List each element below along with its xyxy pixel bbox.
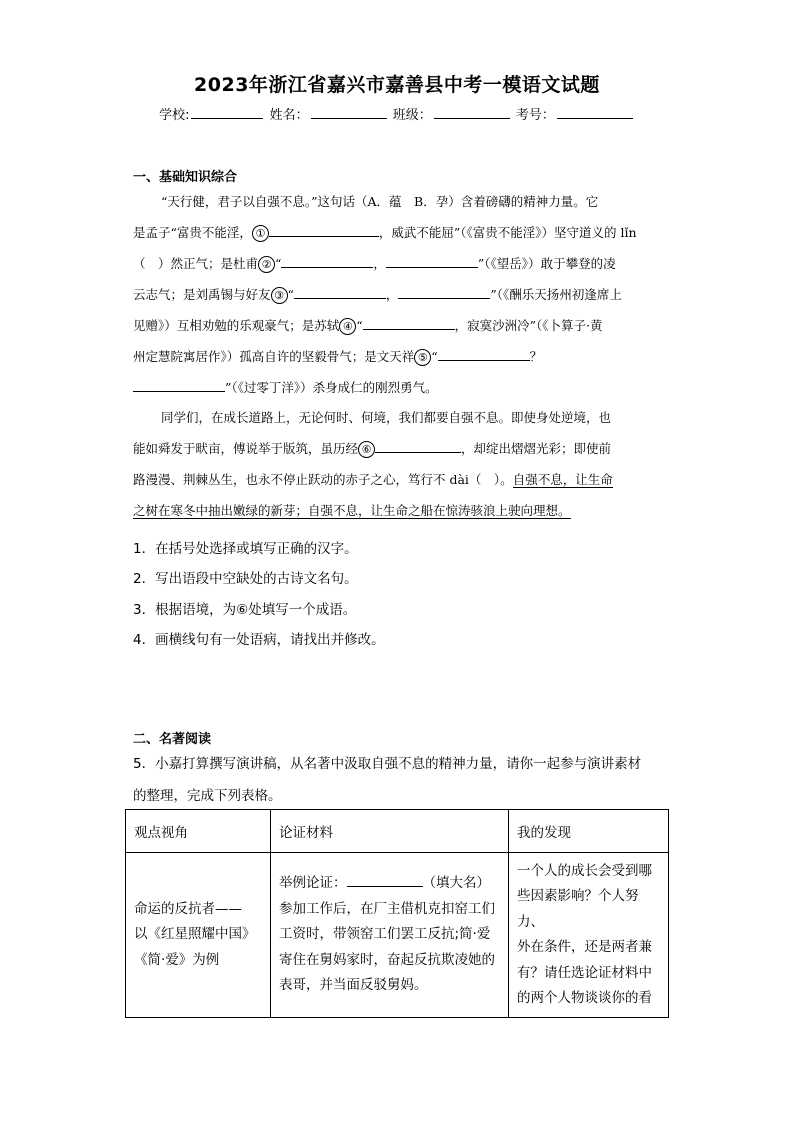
answer-blank-4[interactable] (363, 315, 455, 330)
answer-blank-5b[interactable] (133, 377, 225, 392)
blank-number-3: ③ (271, 287, 288, 304)
section-heading-2: 二、名著阅读 (133, 732, 212, 747)
student-info-line (0, 104, 794, 123)
material-line5: 表哥，并当面反驳舅妈。 (279, 977, 428, 994)
school-label: 学校: (159, 108, 190, 123)
answer-blank-3b[interactable] (398, 284, 490, 299)
p1-line1: “天行健，君子以自强不息。”这句话（A．蕴 B．孕）含着磅礴的精神力量。它 (161, 194, 599, 209)
comma: ， (373, 256, 386, 271)
table-cell-material (271, 853, 509, 1018)
table-header-row (126, 810, 669, 853)
answer-blank-1[interactable] (269, 222, 379, 237)
question-5-line1: 5．小嘉打算撰写演讲稿，从名著中汲取自强不息的精神力量，请你一起参与演讲素材 (133, 756, 642, 772)
blank-number-6: ⑥ (358, 441, 375, 458)
finding-line3: 外在条件，还是两者兼 (517, 939, 652, 955)
finding-line5: 的两个人物谈谈你的看 (517, 990, 652, 1006)
blank-number-2: ② (258, 256, 275, 273)
table-cell-finding (509, 853, 669, 1018)
material-line3: 工资时，带领窑工们罢工反抗;简·爱 (279, 926, 491, 943)
class-label: 班级： (392, 108, 432, 123)
quote-open: “ (431, 349, 438, 364)
answer-blank-6[interactable] (375, 438, 461, 453)
blank-number-5: ⑤ (414, 349, 431, 366)
answer-blank-2b[interactable] (386, 253, 478, 268)
p1-line6a: 州定慧院寓居作》）孤高自许的坚毅骨气；是文天祥 (133, 349, 415, 364)
name-answer-blank[interactable] (347, 872, 423, 887)
p1-line5a: 见赠》）互相劝勉的乐观豪气；是苏轼 (133, 318, 340, 333)
question-5-line2: 的整理，完成下列表格。 (133, 788, 282, 804)
passage-paragraph-2 (133, 402, 663, 526)
table-header-perspective: 观点视角 (126, 810, 271, 853)
name-blank[interactable] (311, 106, 387, 119)
question-3: 3．根据语境，为⑥处填写一个成语。 (133, 602, 357, 618)
p1-line2a: 是孟子“富贵不能淫， (133, 225, 252, 240)
section-heading-1: 一、基础知识综合 (133, 170, 238, 185)
quote-open: “ (287, 287, 294, 302)
p1-line2b: ，威武不能屈”（《富贵不能淫》）坚守道义的 lǐn (378, 225, 637, 240)
quote-open: “ (356, 318, 363, 333)
table-row (126, 853, 669, 1018)
question-1: 1．在括号处选择或填写正确的汉字。 (133, 541, 358, 557)
quote-open: “ (275, 256, 282, 271)
exam-no-label: 考号： (515, 108, 555, 123)
finding-line2: 些因素影响？个人努力、 (517, 888, 639, 930)
question-mark: ？ (529, 349, 543, 364)
material-line1b: （填大名） (422, 875, 490, 892)
perspective-line1: 命运的反抗者—— (134, 900, 242, 917)
material-line2: 参加工作后，在厂主借机克扣窑工们 (279, 900, 495, 917)
perspective-line3: 《简·爱》为例 (134, 951, 220, 968)
p1-line4a: 云志气；是刘禹锡与好友 (133, 287, 271, 302)
exam-no-blank[interactable] (557, 106, 633, 119)
table-header-finding: 我的发现 (509, 810, 669, 853)
answer-blank-3a[interactable] (294, 284, 386, 299)
underlined-sentence-part1: 自强不息，让生命 (512, 472, 613, 487)
finding-line1: 一个人的成长会受到哪 (517, 862, 652, 879)
answer-blank-5a[interactable] (438, 346, 530, 361)
p2-line3a: 路漫漫、荆棘丛生，也永不停止跃动的赤子之心，笃行不 dài（ ）。 (133, 472, 513, 487)
p1-line3d: ”（《望岳》）敢于攀登的凌 (477, 256, 616, 271)
material-table (125, 809, 669, 1018)
question-2: 2．写出语段中空缺处的古诗文名句。 (133, 571, 358, 587)
p1-line7: ”（《过零丁洋》）杀身成仁的刚烈勇气。 (225, 380, 438, 395)
table-cell-perspective (126, 853, 271, 1018)
finding-line4: 有？请任选论证材料中 (517, 964, 652, 981)
p2-line2b: ，却绽出熠熠光彩；即使前 (461, 441, 612, 456)
p2-line2a: 能如舜发于畎亩，傅说举于版筑，虽历经 (133, 441, 359, 456)
p1-line4d: ”（《酬乐天扬州初逢席上 (490, 287, 622, 302)
blank-number-4: ④ (339, 318, 356, 335)
blank-number-1: ① (252, 225, 269, 242)
question-4: 4．画横线句有一处语病，请找出并修改。 (133, 632, 385, 648)
material-line1a: 举例论证： (279, 875, 347, 892)
p1-line3a: （ ）然正气；是杜甫 (133, 256, 259, 271)
p2-line1: 同学们，在成长道路上，无论何时、何境，我们都要自强不息。即使身处逆境，也 (161, 410, 612, 425)
answer-blank-2a[interactable] (281, 253, 373, 268)
class-blank[interactable] (434, 106, 510, 119)
perspective-line2: 以《红星照耀中国》 (134, 926, 256, 943)
table-header-material: 论证材料 (271, 810, 509, 853)
passage-paragraph-1 (133, 186, 663, 403)
underlined-sentence-part2: 之树在寒冬中抽出嫩绿的新芽；自强不息，让生命之船在惊涛骇浪上驶向理想。 (133, 503, 571, 518)
page-title: 2023年浙江省嘉兴市嘉善县中考一模语文试题 (194, 74, 600, 96)
school-blank[interactable] (191, 106, 263, 119)
material-line4: 寄住在舅妈家时，奋起反抗欺凌她的 (279, 951, 495, 968)
comma: ， (385, 287, 399, 302)
name-label: 姓名： (269, 108, 309, 123)
p1-line5c: ，寂寞沙洲冷”（《卜算子·黄 (454, 318, 603, 333)
